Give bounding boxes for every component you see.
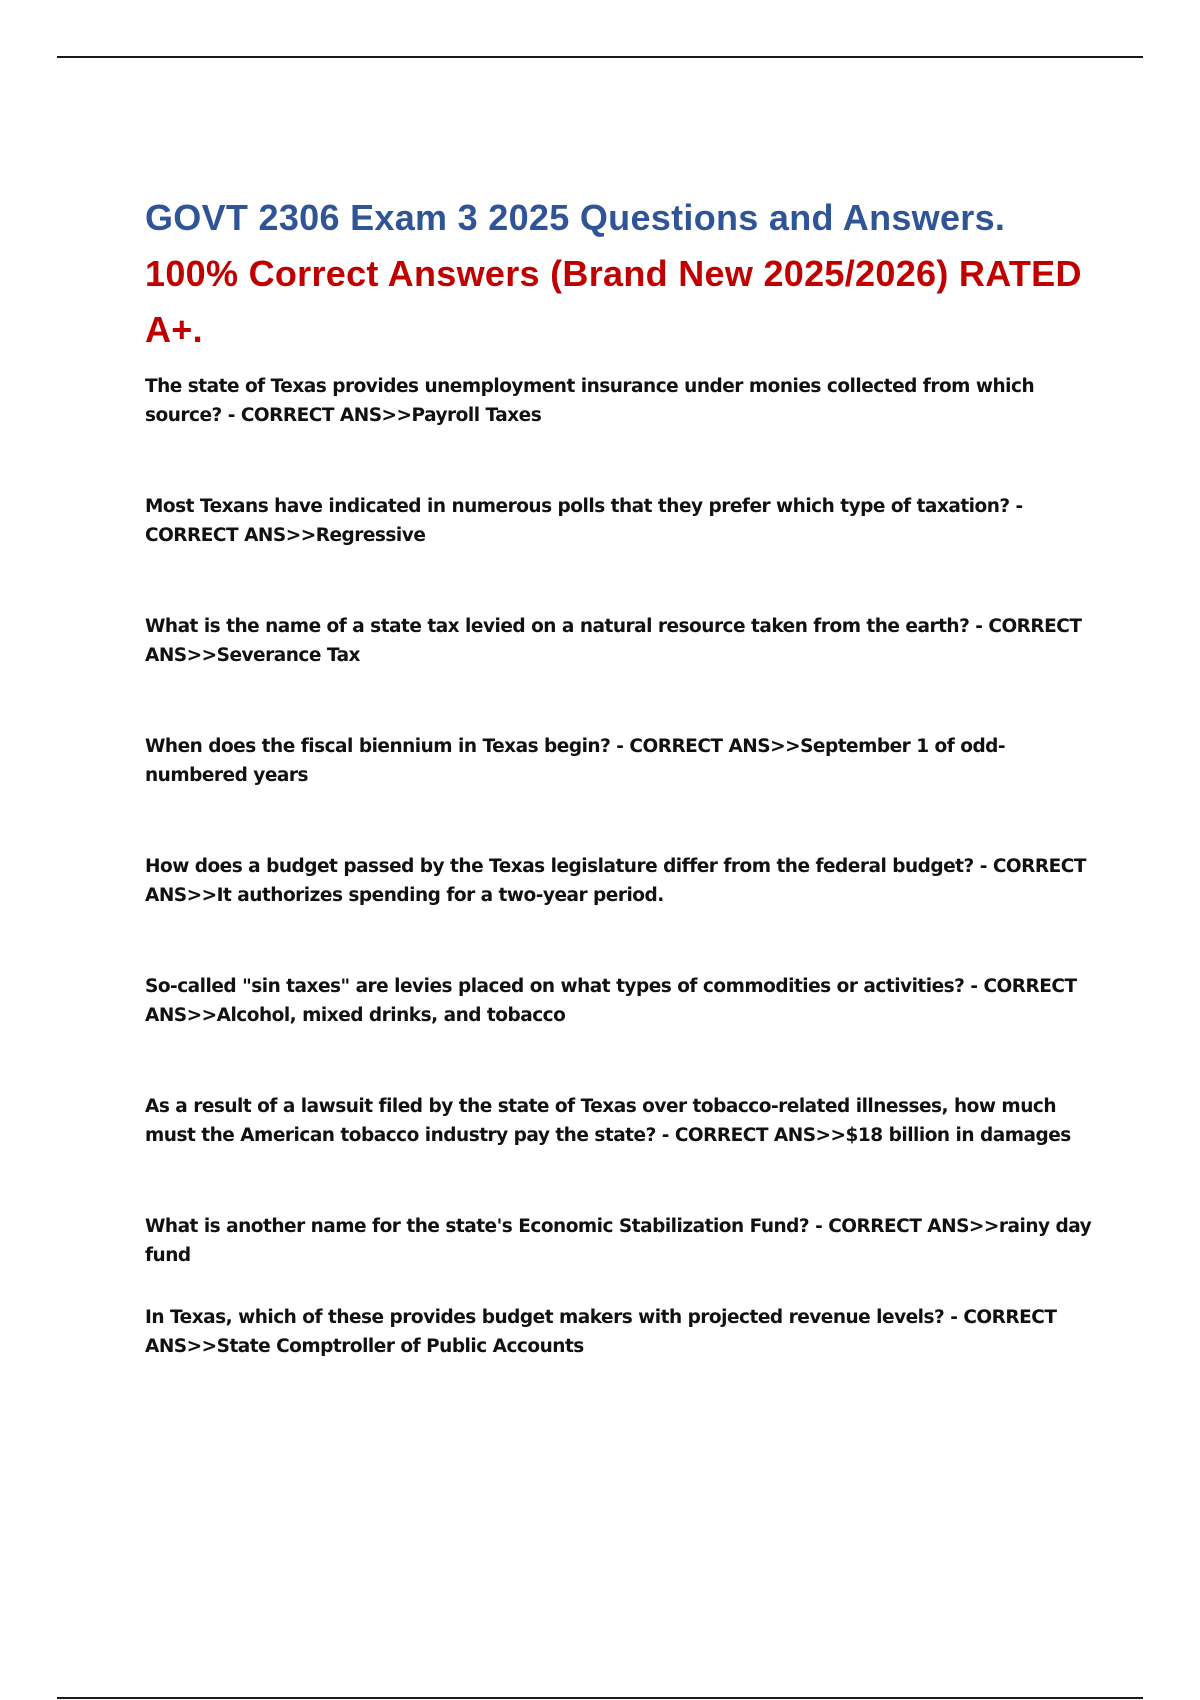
qa-item: What is another name for the state's Economic Stabilization Fund? - CORRECT ANS>>rainy day fund xyxy=(145,1216,1092,1266)
qa-item: As a result of a lawsuit filed by the state of Texas over tobacco-related illnesses, how much must the American tobacco industry pay the state? - CORRECT ANS>>$18 billion in damages xyxy=(145,1096,1071,1146)
qa-item: In Texas, which of these provides budget makers with projected revenue levels? - CORRECT ANS>>State Comptroller of Public Accounts xyxy=(145,1307,1057,1357)
title-part-red: 100% Correct Answers (Brand New 2025/2026) RATED A+. xyxy=(145,253,1082,350)
qa-item: What is the name of a state tax levied on a natural resource taken from the earth? - CORRECT ANS>>Severance Tax xyxy=(145,616,1082,666)
top-divider xyxy=(57,56,1143,58)
qa-item: The state of Texas provides unemployment insurance under monies collected from which source? - CORRECT ANS>>Payroll Taxes xyxy=(145,376,1035,426)
title-part-blue: GOVT 2306 Exam 3 2025 Questions and Answers. xyxy=(145,197,1006,238)
qa-item: So-called "sin taxes" are levies placed on what types of commodities or activities? - CORRECT ANS>>Alcohol, mixed drinks, and tobacco xyxy=(145,976,1077,1026)
qa-item: How does a budget passed by the Texas legislature differ from the federal budget? - CORRECT ANS>>It authorizes spending for a two-year period. xyxy=(145,856,1086,906)
qa-item: When does the fiscal biennium in Texas begin? - CORRECT ANS>>September 1 of odd-numbered years xyxy=(145,736,1006,786)
page-title xyxy=(145,190,1085,358)
bottom-divider xyxy=(57,1697,1143,1699)
qa-item: Most Texans have indicated in numerous polls that they prefer which type of taxation? - CORRECT ANS>>Regressive xyxy=(145,496,1023,546)
